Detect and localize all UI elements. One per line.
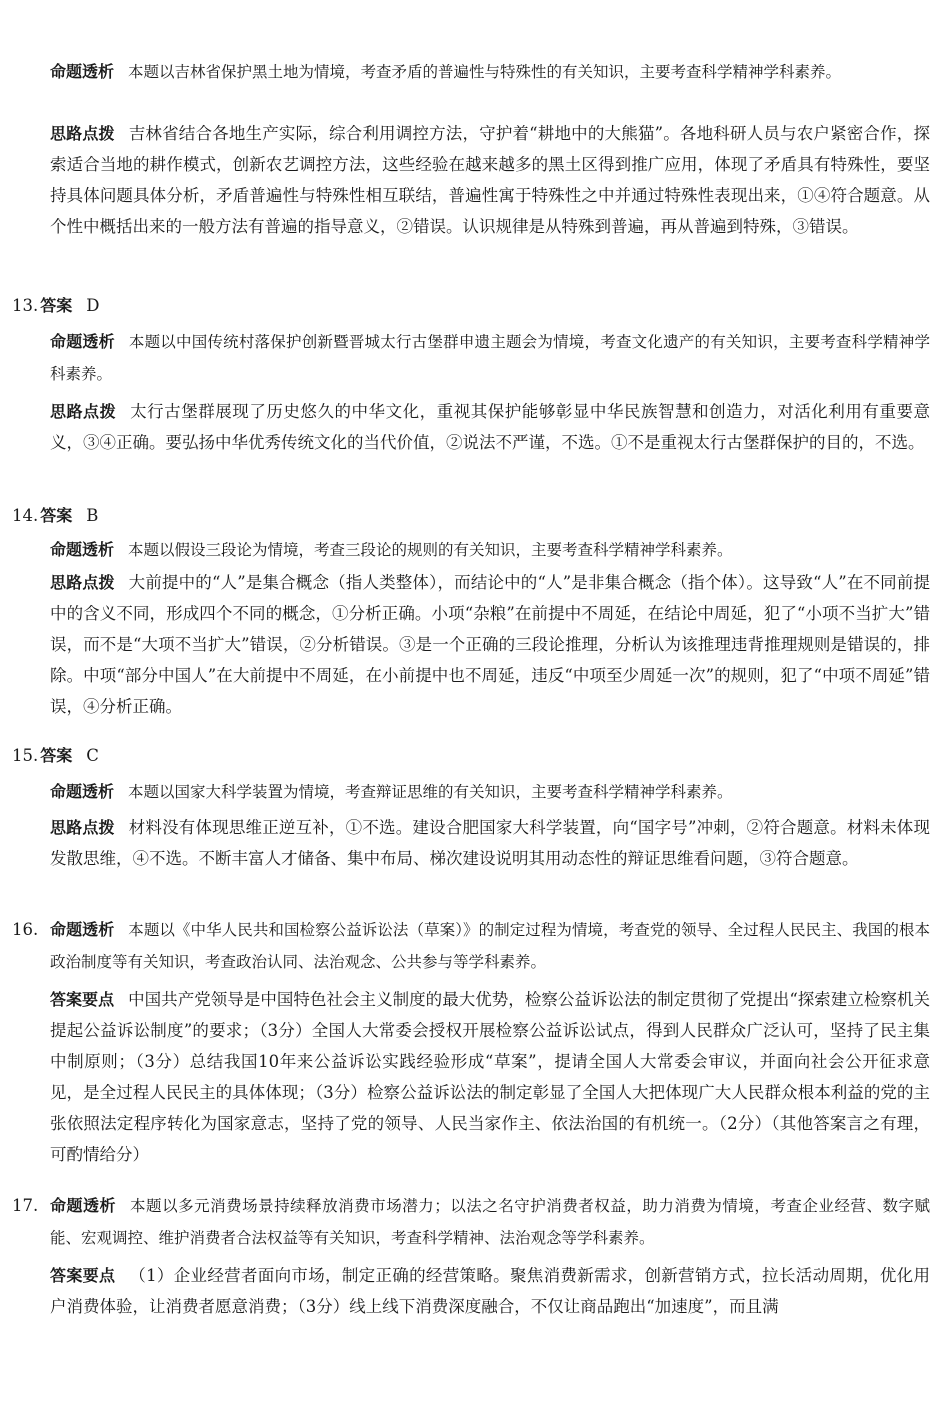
section-label: 思路点拨	[50, 573, 115, 592]
section-label: 命题透析	[50, 1196, 117, 1215]
section-text: 本题以假设三段论为情境，考查三段论的规则的有关知识，主要考查科学精神学科素养。	[128, 541, 733, 559]
answer-label: 答案	[40, 746, 73, 765]
question-number: 13.	[12, 296, 39, 315]
section-text: 本题以吉林省保护黑土地为情境，考查矛盾的普遍性与特殊性的有关知识，主要考查科学精神学科素养。	[128, 63, 842, 81]
section-text: 本题以国家大科学装置为情境，考查辩证思维的有关知识，主要考查科学精神学科素养。	[128, 783, 733, 801]
q12-analysis	[50, 56, 930, 88]
q13-analysis	[50, 326, 930, 390]
answer-label: 答案	[40, 296, 73, 315]
q15-analysis	[50, 776, 930, 808]
section-label: 命题透析	[50, 920, 115, 939]
section-label: 命题透析	[50, 782, 115, 801]
q15-reasoning	[50, 812, 930, 874]
question-number-16: 16.	[12, 920, 39, 939]
section-label: 思路点拨	[50, 124, 115, 143]
q14-analysis	[50, 534, 930, 566]
section-text: 中国共产党领导是中国特色社会主义制度的最大优势，检察公益诉讼法的制定贯彻了党提出“探索建立检察机关提起公益诉讼制度”的要求；（3分）全国人大常委会授权开展检察公益诉讼试点，得到人民群众广泛认可，坚持了民主集中制原则；（3分）总结我国10年来公益诉讼实践经验形成“草案”，提请全国人大常委会审议，并面向社会公开征求意见，是全过程人民民主的具体体现；（3分）检察公益诉讼法的制定彰显了全国人大把体现广大人民群众根本利益的党的主张依照法定程序转化为国家意志，坚持了党的领导、人民当家作主、依法治国的有机统一。（2分）（其他答案言之有理，可酌情给分）	[50, 990, 930, 1164]
section-label: 答案要点	[50, 1266, 116, 1285]
question-number: 15.	[12, 746, 39, 765]
q12-reasoning	[50, 118, 930, 242]
section-label: 命题透析	[50, 332, 115, 351]
section-label: 命题透析	[50, 62, 115, 81]
q13-answer-line	[12, 290, 100, 321]
q15-answer-line	[12, 740, 99, 771]
answer-value: B	[86, 506, 99, 525]
question-number: 14.	[12, 506, 39, 525]
answer-value: C	[86, 746, 99, 765]
section-label: 答案要点	[50, 990, 115, 1009]
section-label: 命题透析	[50, 540, 115, 559]
section-text: 本题以中国传统村落保护创新暨晋城太行古堡群申遗主题会为情境，考查文化遗产的有关知识，主要考查科学精神学科素养。	[50, 333, 930, 383]
section-text: 吉林省结合各地生产实际，综合利用调控方法，守护着“耕地中的大熊猫”。各地科研人员与农户紧密合作，探索适合当地的耕作模式，创新农艺调控方法，这些经验在越来越多的黑土区得到推广应用，体现了矛盾具有特殊性，要坚持具体问题具体分析，矛盾普遍性与特殊性相互联结，普遍性寓于特殊性之中并通过特殊性表现出来，①④符合题意。从个性中概括出来的一般方法有普遍的指导意义，②错误。认识规律是从特殊到普遍，再从普遍到特殊，③错误。	[50, 124, 930, 236]
q13-reasoning	[50, 396, 930, 458]
section-text: 本题以多元消费场景持续释放消费市场潜力；以法之名守护消费者权益，助力消费为情境，考查企业经营、数字赋能、宏观调控、维护消费者合法权益等有关知识，考查科学精神、法治观念等学科素养。	[50, 1197, 930, 1247]
q16-key-points	[50, 984, 930, 1170]
answer-label: 答案	[40, 506, 73, 525]
question-number-17: 17.	[12, 1196, 39, 1215]
q17-analysis	[50, 1190, 930, 1254]
q17-key-points	[50, 1260, 930, 1322]
section-text: 材料没有体现思维正逆互补，①不选。建设合肥国家大科学装置，向“国字号”冲刺，②符合题意。材料未体现发散思维，④不选。不断丰富人才储备、集中布局、梯次建设说明其用动态性的辩证思维看问题，③符合题意。	[50, 818, 930, 868]
section-text: 本题以《中华人民共和国检察公益诉讼法（草案）》的制定过程为情境，考查党的领导、全过程人民民主、我国的根本政治制度等有关知识，考查政治认同、法治观念、公共参与等学科素养。	[50, 921, 930, 971]
section-label: 思路点拨	[50, 818, 115, 837]
section-text: 大前提中的“人”是集合概念（指人类整体），而结论中的“人”是非集合概念（指个体）。这导致“人”在不同前提中的含义不同，形成四个不同的概念，①分析正确。小项“杂粮”在前提中不周延，在结论中周延，犯了“小项不当扩大”错误，而不是“大项不当扩大”错误，②分析错误。③是一个正确的三段论推理，分析认为该推理违背推理规则是错误的，排除。中项“部分中国人”在大前提中不周延，在小前提中也不周延，违反“中项至少周延一次”的规则，犯了“中项不周延”错误，④分析正确。	[50, 573, 930, 716]
q16-analysis	[50, 914, 930, 978]
answer-value: D	[86, 296, 100, 315]
section-text: （1）企业经营者面向市场，制定正确的经营策略。聚焦消费新需求，创新营销方式，拉长活动周期，优化用户消费体验，让消费者愿意消费；（3分）线上线下消费深度融合，不仅让商品跑出“加速度”，而且满	[50, 1266, 930, 1316]
section-text: 太行古堡群展现了历史悠久的中华文化，重视其保护能够彰显中华民族智慧和创造力，对活化利用有重要意义，③④正确。要弘扬中华优秀传统文化的当代价值，②说法不严谨，不选。①不是重视太行古堡群保护的目的，不选。	[50, 402, 930, 452]
q14-reasoning	[50, 567, 930, 722]
q14-answer-line	[12, 500, 98, 531]
section-label: 思路点拨	[50, 402, 117, 421]
